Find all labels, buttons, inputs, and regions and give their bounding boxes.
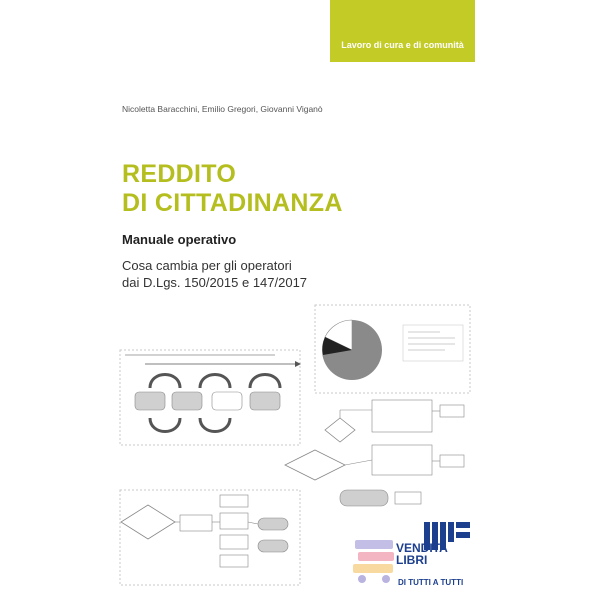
- bookshop-tagline: DI TUTTI A TUTTI: [398, 578, 464, 587]
- series-label-box: [330, 0, 475, 62]
- desc-line-1: Cosa cambia per gli operatori: [122, 258, 292, 273]
- authors: Nicoletta Baracchini, Emilio Gregori, Giovanni Viganò: [122, 104, 323, 114]
- book-subtitle: Manuale operativo: [122, 232, 237, 247]
- title-line-2: DI CITTADINANZA: [122, 189, 343, 217]
- bookshop-line2: LIBRI: [396, 553, 428, 567]
- bookshop-line1: VENDITA: [396, 541, 448, 555]
- pie-chart-icon: [322, 320, 382, 380]
- bookshop-name: [396, 542, 448, 566]
- title-line-1: REDDITO: [122, 160, 237, 188]
- series-label: Lavoro di cura e di comunità: [341, 40, 464, 50]
- book-title: [122, 160, 343, 218]
- desc-line-2: dai D.Lgs. 150/2015 e 147/2017: [122, 275, 308, 290]
- book-description: [122, 257, 307, 291]
